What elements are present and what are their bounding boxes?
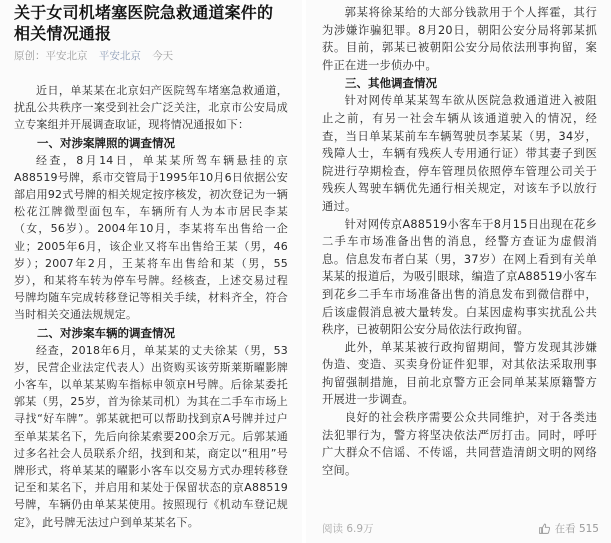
paragraph: 针对网传单某某驾车欲从医院急救通道进入被阻止之前，有另一社会车辆从该通道驶入的情况，经查，当日单某某前车车辆驾驶员李某某（男，34岁，残障人士，车辆有残疾人专用通行证）带其妻子到医院进行孕期检查，停车管理员依照停车管理公司关于残疾人驾驶车辆优先通行相关规定，对该车予以放行通过。 <box>322 94 597 213</box>
paragraph: 近日，单某某在北京妇产医院驾车堵塞急救通道，扰乱公共秩序一案受到社会广泛关注，北京市公安局成立专案组并开展调查取证，现将情况通报如下： <box>14 84 288 132</box>
article-title: 关于女司机堵塞医院急救通道案件的相关情况通报 <box>14 3 274 43</box>
article-meta <box>14 48 288 64</box>
paragraph: 郭某将徐某给的大部分钱款用于个人挥霍，其行为涉嫌诈骗犯罪。8月20日，朝阳公安分局将郭某抓获。目前，郭某已被朝阳公安分局依法刑事拘留，案件正在进一步侦办中。 <box>322 6 597 72</box>
paragraph: 此外，单某某被行政拘留期间，警方发现其涉嫌伪造、变造、买卖身份证件犯罪，对其依法采取刑事拘留强制措施，目前北京警方正会同单某某原籍警方开展进一步调查。 <box>322 340 597 407</box>
paragraph: 经查，8月14日，单某某所驾车辆悬挂的京A88519号牌，系市交管局于1995年10月6日依据公安部启用92式号牌的相关规定按序核发，初次登记为一辆松花江牌微型面包车，车辆所有人为本市居民李某（女，56岁）。2004年10月，李某将车出售给一企业；2005年6月，该企业又将车出售给王某（男，46岁）；2007年2月，王某将车出售给和某（男，55岁），和某将车转为停车号牌。经核查，上述交易过程号牌均随车完成转移登记等相关手续，材料齐全，符合当时相关交通法规规定。 <box>14 153 288 322</box>
read-count: 阅读 6.9万 <box>322 522 374 535</box>
paragraph: 良好的社会秩序需要公众共同维护，对于各类违法犯罪行为，警方将坚决依法严厉打击。同时，呼吁广大群众不信谣、不传谣，共同营造清朗文明的网络空间。 <box>322 411 597 477</box>
looking-count: 在看 515 <box>554 522 599 535</box>
section-heading: 三、其他调查情况 <box>345 76 437 91</box>
right-page <box>306 0 611 543</box>
right-body <box>322 4 597 479</box>
looking-button[interactable] <box>538 521 599 536</box>
left-page <box>0 0 302 543</box>
meta-source-link[interactable]: 平安北京 <box>98 50 141 62</box>
article-footer <box>322 518 599 538</box>
paragraph: 经查，2018年6月，单某某的丈夫徐某（男，53岁，民营企业法定代表人）出资购买该劳斯莱斯曜影牌小客车，以单某某购车指标申领京H号牌。后徐某委托郭某（男，25岁，首为徐某司机）为其在二手车市场上寻找“好车牌”。郭某就把可以帮助找到京A号牌并过户至单某某名下，先后向徐某索要200余万元。后郭某通过多名社会人员联系介绍，找到和某，商定以“租用”号牌形式，将单某某的曜影小客车以交易方式办理转移登记至和某名下，并启用和某处于保留状态的京A88519号牌，车辆仍由单某某使用。按照现行《机动车登记规定》，此号牌无法过户到单某某名下。 <box>14 343 288 529</box>
left-body <box>14 82 288 531</box>
meta-label: 原创： <box>14 50 46 62</box>
meta-date: 今天 <box>152 50 174 62</box>
thumbs-up-icon <box>538 522 551 535</box>
paragraph: 针对网传京A88519小客车于8月15日出现在花乡二手车市场准备出售的消息，经警方查证为虚假消息。信息发布者白某（男，37岁）在网上看到有关单某某的报道后，为吸引眼球，编造了京A88519小客车到花乡二手车市场准备出售的消息发布到微信群中，后该虚假消息被大量转发。白某因虚构事实扰乱公共秩序，已被朝阳公安分局依法行政拘留。 <box>322 217 597 337</box>
meta-author: 平安北京 <box>45 50 88 62</box>
section-heading: 二、对涉案车辆的调查情况 <box>37 325 175 340</box>
section-heading: 一、对涉案牌照的调查情况 <box>37 135 175 150</box>
